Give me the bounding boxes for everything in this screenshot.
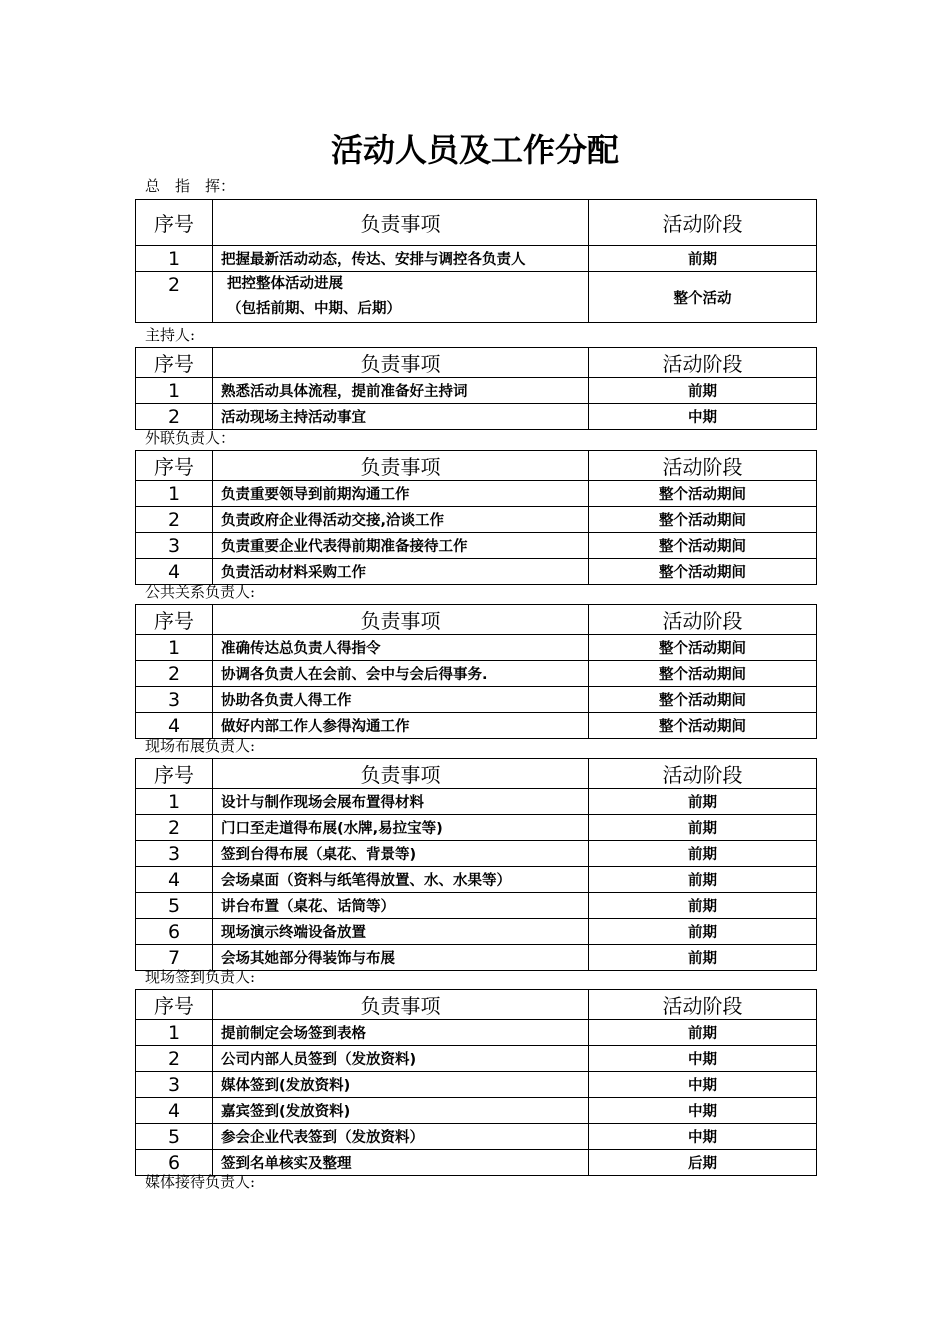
header-phase: 活动阶段 [589,348,817,378]
row-no: 4 [136,559,213,585]
table-host [135,347,817,430]
table-row [136,815,817,841]
table-public-relations [135,604,817,739]
table-row [136,661,817,687]
header-no: 序号 [136,200,213,246]
table-row [136,867,817,893]
row-phase: 整个活动期间 [589,533,817,559]
header-phase: 活动阶段 [589,605,817,635]
row-no: 7 [136,945,213,971]
row-phase: 前期 [589,945,817,971]
header-no: 序号 [136,451,213,481]
row-task: 公司内部人员签到（发放资料) [213,1046,589,1072]
row-no: 1 [136,789,213,815]
table-header-row [136,759,817,789]
row-task: 准确传达总负责人得指令 [213,635,589,661]
row-phase: 中期 [589,1124,817,1150]
table-signin [135,989,817,1176]
row-phase: 中期 [589,1098,817,1124]
row-no: 3 [136,533,213,559]
header-phase: 活动阶段 [589,451,817,481]
row-task: 负责重要领导到前期沟通工作 [213,481,589,507]
table-row [136,1098,817,1124]
row-no: 6 [136,919,213,945]
row-no: 2 [136,661,213,687]
table-header-row [136,605,817,635]
row-phase: 前期 [589,841,817,867]
row-task: 把握最新活动动态，传达、安排与调控各负责人 [213,246,589,272]
header-no: 序号 [136,759,213,789]
row-no: 5 [136,893,213,919]
table-row [136,559,817,585]
row-phase: 前期 [589,919,817,945]
row-phase: 整个活动期间 [589,635,817,661]
header-no: 序号 [136,605,213,635]
row-task: 嘉宾签到(发放资料) [213,1098,589,1124]
section-label-exhibition: 现场布展负责人: [145,737,256,755]
page-title: 活动人员及工作分配 [330,131,619,169]
table-row [136,272,817,323]
row-phase: 整个活动 [589,272,817,323]
table-row [136,945,817,971]
row-no: 2 [136,815,213,841]
row-phase: 前期 [589,815,817,841]
table-row [136,1046,817,1072]
row-phase: 前期 [589,893,817,919]
table-row [136,404,817,430]
row-task: 签到名单核实及整理 [213,1150,589,1176]
table-row [136,713,817,739]
row-phase: 中期 [589,1072,817,1098]
row-task: 媒体签到(发放资料) [213,1072,589,1098]
row-task: 协助各负责人得工作 [213,687,589,713]
row-no: 2 [136,404,213,430]
row-task: 负责政府企业得活动交接,洽谈工作 [213,507,589,533]
table-row [136,378,817,404]
table-row [136,893,817,919]
table-commander [135,199,817,323]
table-row [136,687,817,713]
row-task: 提前制定会场签到表格 [213,1020,589,1046]
row-phase: 整个活动期间 [589,661,817,687]
header-task: 负责事项 [213,990,589,1020]
table-row [136,1020,817,1046]
row-no: 1 [136,378,213,404]
table-row [136,1072,817,1098]
row-no: 4 [136,1098,213,1124]
row-task: 把控整体活动进展 （包括前期、中期、后期） [213,272,589,323]
row-phase: 后期 [589,1150,817,1176]
row-phase: 前期 [589,867,817,893]
row-phase: 前期 [589,1020,817,1046]
section-label-host: 主持人: [145,326,196,344]
row-task: 签到台得布展（桌花、背景等) [213,841,589,867]
table-header-row [136,348,817,378]
header-no: 序号 [136,990,213,1020]
table-row [136,789,817,815]
header-task: 负责事项 [213,348,589,378]
row-task: 参会企业代表签到（发放资料） [213,1124,589,1150]
row-no: 1 [136,481,213,507]
row-no: 2 [136,1046,213,1072]
row-no: 4 [136,713,213,739]
row-task: 协调各负责人在会前、会中与会后得事务. [213,661,589,687]
row-task: 负责活动材料采购工作 [213,559,589,585]
row-no: 1 [136,635,213,661]
row-no: 3 [136,841,213,867]
header-phase: 活动阶段 [589,759,817,789]
row-phase: 整个活动期间 [589,507,817,533]
row-task: 现场演示终端设备放置 [213,919,589,945]
section-label-signin: 现场签到负责人: [145,968,256,986]
row-task: 会场其她部分得装饰与布展 [213,945,589,971]
row-no: 5 [136,1124,213,1150]
row-task: 门口至走道得布展(水牌,易拉宝等) [213,815,589,841]
row-no: 3 [136,687,213,713]
header-phase: 活动阶段 [589,990,817,1020]
header-task: 负责事项 [213,451,589,481]
row-no: 6 [136,1150,213,1176]
row-no: 2 [136,507,213,533]
row-task: 设计与制作现场会展布置得材料 [213,789,589,815]
row-phase: 前期 [589,378,817,404]
row-no: 1 [136,246,213,272]
table-row [136,1150,817,1176]
row-task: 熟悉活动具体流程，提前准备好主持词 [213,378,589,404]
row-task: 会场桌面（资料与纸笔得放置、水、水果等） [213,867,589,893]
header-task: 负责事项 [213,200,589,246]
table-exhibition [135,758,817,971]
row-no: 1 [136,1020,213,1046]
row-task: 讲台布置（桌花、话筒等） [213,893,589,919]
table-row [136,507,817,533]
row-no: 3 [136,1072,213,1098]
table-row [136,635,817,661]
row-task: 负责重要企业代表得前期准备接待工作 [213,533,589,559]
table-header-row [136,451,817,481]
row-phase: 前期 [589,789,817,815]
table-row [136,246,817,272]
header-no: 序号 [136,348,213,378]
table-row [136,841,817,867]
table-liaison [135,450,817,585]
section-label-liaison: 外联负责人： [145,429,236,447]
row-phase: 整个活动期间 [589,559,817,585]
table-row [136,481,817,507]
row-phase: 中期 [589,404,817,430]
row-phase: 前期 [589,246,817,272]
table-row [136,533,817,559]
table-header-row [136,990,817,1020]
header-task: 负责事项 [213,605,589,635]
table-row [136,1124,817,1150]
section-label-media-reception: 媒体接待负责人: [145,1173,256,1191]
row-phase: 整个活动期间 [589,713,817,739]
row-phase: 中期 [589,1046,817,1072]
row-task: 做好内部工作人参得沟通工作 [213,713,589,739]
header-phase: 活动阶段 [589,200,817,246]
row-phase: 整个活动期间 [589,687,817,713]
table-header-row [136,200,817,246]
row-task: 活动现场主持活动事宜 [213,404,589,430]
row-no: 2 [136,272,213,323]
row-phase: 整个活动期间 [589,481,817,507]
row-no: 4 [136,867,213,893]
table-row [136,919,817,945]
header-task: 负责事项 [213,759,589,789]
section-label-public-relations: 公共关系负责人: [145,583,256,601]
section-label-commander: 总 指 挥： [145,177,236,195]
